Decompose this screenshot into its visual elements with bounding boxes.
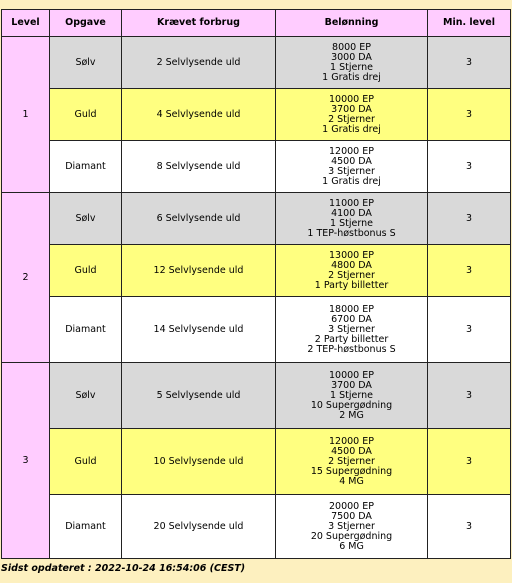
reward-cell [276,297,428,363]
reward-line: 10000 EP [329,369,374,381]
reward-line: 8000 EP [332,41,371,53]
task-cell: Diamant [50,141,122,193]
table-row [2,297,511,363]
header-level: Level [2,10,50,37]
table-row [2,37,511,89]
table-row [2,363,511,429]
table-row [2,245,511,297]
reward-line: 7500 DA [331,510,372,522]
requirement-cell: 14 Selvlysende uld [122,297,276,363]
reward-line: 4500 DA [331,155,372,167]
level-cell: 1 [2,37,50,193]
reward-line: 4 MG [339,475,364,487]
last-updated: Sidst opdateret : 2022-10-24 16:54:06 (CEST) [1,563,246,574]
min-level-cell: 3 [428,297,511,363]
reward-line: 1 Gratis drej [322,123,381,135]
reward-line: 2 Stjerner [328,455,375,467]
reward-line: 12000 EP [329,145,374,157]
reward-line: 1 Stjerne [330,61,373,73]
min-level-cell: 3 [428,37,511,89]
requirement-cell: 5 Selvlysende uld [122,363,276,429]
reward-cell [276,429,428,495]
table-row [2,193,511,245]
reward-line: 3000 DA [331,51,372,63]
reward-line: 10000 EP [329,93,374,105]
task-cell: Diamant [50,297,122,363]
reward-cell [276,363,428,429]
level-cell: 2 [2,193,50,363]
min-level-cell: 3 [428,495,511,559]
reward-cell [276,37,428,89]
table-row [2,429,511,495]
header-reward: Belønning [276,10,428,37]
reward-line: 1 TEP-høstbonus S [307,227,396,239]
min-level-cell: 3 [428,245,511,297]
task-cell: Guld [50,429,122,495]
reward-cell [276,89,428,141]
level-cell: 3 [2,363,50,559]
reward-line: 2 TEP-høstbonus S [307,343,396,355]
header-min-level: Min. level [428,10,511,37]
min-level-cell: 3 [428,141,511,193]
reward-line: 20000 EP [329,500,374,512]
min-level-cell: 3 [428,193,511,245]
min-level-cell: 3 [428,89,511,141]
reward-line: 1 Stjerne [330,389,373,401]
requirement-cell: 6 Selvlysende uld [122,193,276,245]
reward-line: 3 Stjerner [328,165,375,177]
rewards-table [1,9,511,559]
reward-line: 4500 DA [331,445,372,457]
header-row [2,10,511,37]
task-cell: Sølv [50,193,122,245]
reward-line: 11000 EP [329,197,374,209]
table-row [2,495,511,559]
reward-cell [276,245,428,297]
table-row [2,141,511,193]
reward-line: 1 Gratis drej [322,71,381,83]
requirement-cell: 20 Selvlysende uld [122,495,276,559]
reward-line: 3 Stjerner [328,520,375,532]
requirement-cell: 12 Selvlysende uld [122,245,276,297]
reward-line: 1 Stjerne [330,217,373,229]
task-cell: Guld [50,245,122,297]
reward-line: 4800 DA [331,259,372,271]
reward-line: 3 Stjerner [328,323,375,335]
task-cell: Sølv [50,37,122,89]
reward-line: 2 Stjerner [328,269,375,281]
reward-line: 6700 DA [331,313,372,325]
reward-line: 18000 EP [329,303,374,315]
reward-cell [276,495,428,559]
header-requirement: Krævet forbrug [122,10,276,37]
task-cell: Guld [50,89,122,141]
reward-line: 6 MG [339,540,364,552]
requirement-cell: 2 Selvlysende uld [122,37,276,89]
reward-line: 12000 EP [329,435,374,447]
task-cell: Sølv [50,363,122,429]
requirement-cell: 8 Selvlysende uld [122,141,276,193]
reward-line: 20 Supergødning [310,530,393,542]
reward-line: 1 Party billetter [314,279,389,291]
table-row [2,89,511,141]
requirement-cell: 10 Selvlysende uld [122,429,276,495]
min-level-cell: 3 [428,429,511,495]
reward-cell [276,193,428,245]
reward-cell [276,141,428,193]
reward-line: 3700 DA [331,379,372,391]
requirement-cell: 4 Selvlysende uld [122,89,276,141]
reward-line: 2 Stjerner [328,113,375,125]
task-cell: Diamant [50,495,122,559]
min-level-cell: 3 [428,363,511,429]
reward-line: 2 Party billetter [314,333,389,345]
reward-line: 2 MG [339,409,364,421]
reward-line: 1 Gratis drej [322,175,381,187]
reward-line: 13000 EP [329,249,374,261]
reward-line: 4100 DA [331,207,372,219]
header-task: Opgave [50,10,122,37]
reward-line: 3700 DA [331,103,372,115]
reward-line: 10 Supergødning [310,399,393,411]
reward-line: 15 Supergødning [310,465,393,477]
